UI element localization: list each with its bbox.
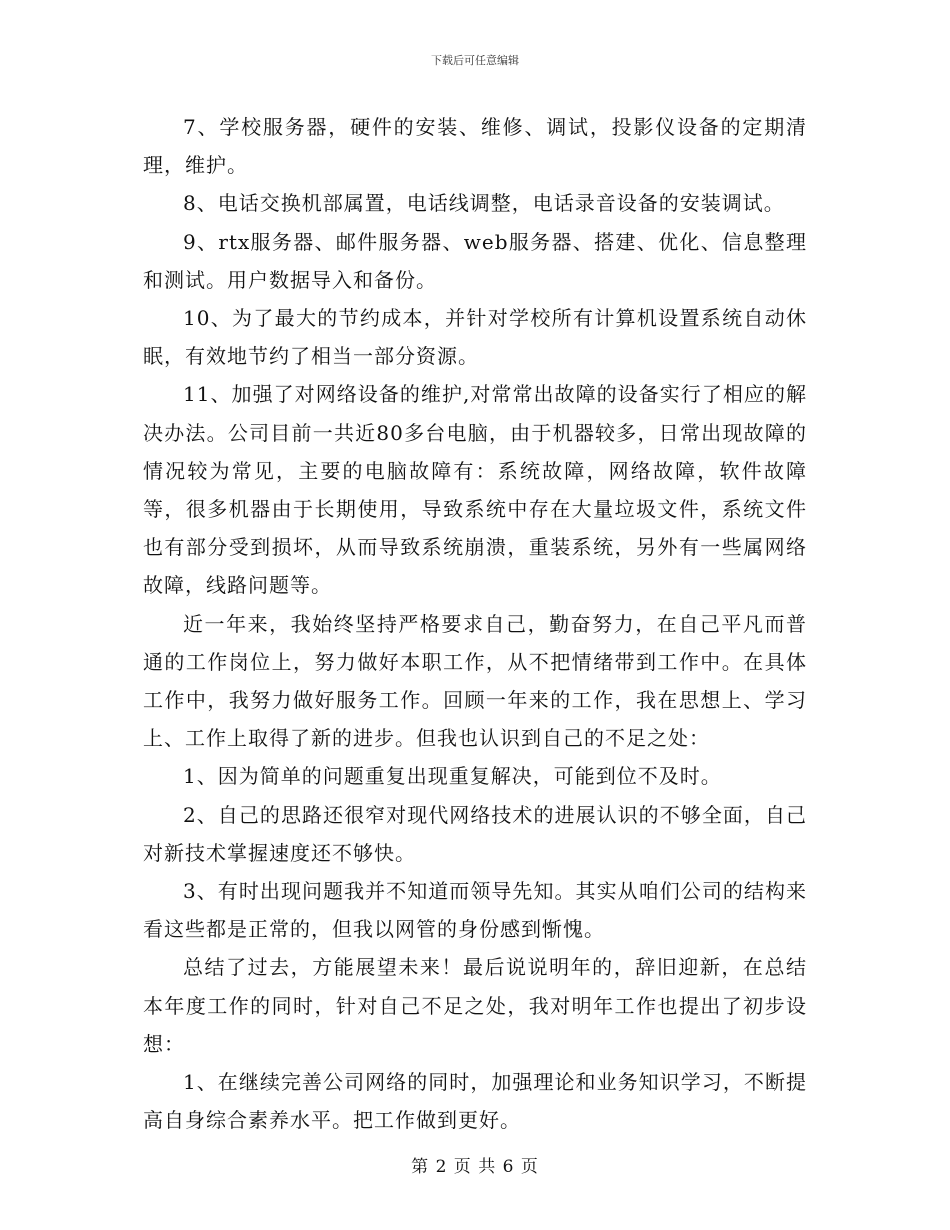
paragraph-item-9: 9、rtx服务器、邮件服务器、web服务器、搭建、优化、信息整理和测试。用户数据导入和备份。 bbox=[143, 229, 807, 292]
document-body bbox=[143, 108, 807, 1139]
paragraph-shortcoming-1: 1、因为简单的问题重复出现重复解决，可能到位不及时。 bbox=[183, 764, 722, 789]
paragraph-plan-1: 1、在继续完善公司网络的同时，加强理论和业务知识学习，不断提高自身综合素养水平。把工作做到更好。 bbox=[143, 1070, 807, 1133]
paragraph-shortcoming-3: 3、有时出现问题我并不知道而领导先知。其实从咱们公司的结构来看这些都是正常的，但我以网管的身份感到惭愧。 bbox=[143, 879, 807, 942]
page-header: 下载后可任意编辑 bbox=[431, 54, 519, 67]
paragraph-outlook: 总结了过去，方能展望未来！最后说说明年的，辞旧迎新，在总结本年度工作的同时，针对自己不足之处，我对明年工作也提出了初步设想： bbox=[143, 955, 807, 1056]
page-footer: 第 2 页 共 6 页 bbox=[411, 1157, 539, 1177]
paragraph-item-10: 10、为了最大的节约成本，并针对学校所有计算机设置系统自动休眠，有效地节约了相当一部分资源。 bbox=[143, 306, 807, 369]
paragraph-item-7: 7、学校服务器，硬件的安装、维修、调试，投影仪设备的定期清理，维护。 bbox=[143, 115, 807, 178]
paragraph-item-8: 8、电话交换机部属置，电话线调整，电话录音设备的安装调试。 bbox=[183, 191, 785, 216]
paragraph-shortcoming-2: 2、自己的思路还很窄对现代网络技术的进展认识的不够全面，自己对新技术掌握速度还不够快。 bbox=[143, 802, 807, 865]
paragraph-year-review: 近一年来，我始终坚持严格要求自己，勤奋努力，在自己平凡而普通的工作岗位上，努力做好本职工作，从不把情绪带到工作中。在具体工作中，我努力做好服务工作。回顾一年来的工作，我在思想上、学习上、工作上取得了新的进步。但我也认识到自己的不足之处： bbox=[143, 611, 807, 751]
paragraph-item-11: 11、加强了对网络设备的维护,对常常出故障的设备实行了相应的解决办法。公司目前一共近80多台电脑，由于机器较多，日常出现故障的情况较为常见，主要的电脑故障有：系统故障，网络故障，软件故障等，很多机器由于长期使用，导致系统中存在大量垃圾文件，系统文件也有部分受到损坏，从而导致系统崩溃，重装系统，另外有一些属网络故障，线路问题等。 bbox=[143, 382, 807, 598]
